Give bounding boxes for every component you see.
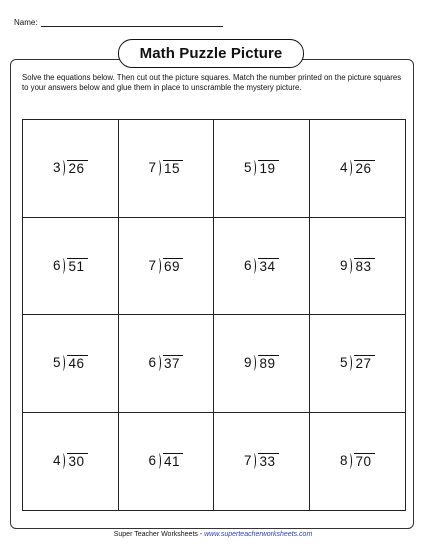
problem-cell [214,218,310,316]
division-problem [148,453,183,469]
divisor: 5 [52,355,61,371]
division-problem [340,258,375,274]
division-problem [53,160,88,176]
problem-cell [23,315,119,413]
footer [0,531,426,538]
problem-cell [214,315,310,413]
division-problem [244,453,279,469]
problem-cell [310,413,406,511]
footer-website-link[interactable]: www.superteacherworksheets.com [204,531,313,538]
division-problem [148,258,183,274]
divisor: 8 [339,453,348,469]
division-bracket [348,355,352,371]
division-bracket [252,160,256,176]
division-bracket [252,453,256,469]
division-bracket [61,160,65,176]
problem-cell [214,120,310,218]
division-bracket [61,258,65,274]
division-bracket [157,258,161,274]
dividend: 19 [258,160,278,176]
division-problem [53,355,88,371]
problem-cell [119,218,215,316]
problem-cell [119,413,215,511]
division-problem [340,160,375,176]
division-bracket [252,258,256,274]
dividend: 26 [354,160,374,176]
divisor: 4 [339,160,348,176]
division-problem [340,453,375,469]
name-field [14,18,223,27]
division-problem [148,160,183,176]
footer-brand: Super Teacher Worksheets - [113,531,205,538]
division-bracket [252,355,256,371]
divisor: 6 [243,257,252,273]
dividend: 33 [258,453,278,469]
problem-cell [119,120,215,218]
dividend: 70 [354,453,374,469]
division-bracket [61,355,65,371]
divisor: 9 [243,355,252,371]
dividend: 51 [67,258,87,274]
divisor: 4 [52,453,61,469]
problem-cell [214,413,310,511]
division-bracket [157,355,161,371]
dividend: 37 [163,355,183,371]
instructions-text: Solve the equations below. Then cut out the picture squares. Match the number printed on the picture squares to your answers below and glue them in place to unscramble the mystery picture. [22,73,402,93]
dividend: 83 [354,258,374,274]
divisor: 5 [339,355,348,371]
division-problem [244,258,279,274]
divisor: 6 [52,257,61,273]
dividend: 26 [67,160,87,176]
divisor: 9 [339,257,348,273]
division-problem [244,160,279,176]
division-bracket [348,258,352,274]
dividend: 46 [67,355,87,371]
dividend: 41 [163,453,183,469]
problem-cell [119,315,215,413]
division-problem [340,355,375,371]
problem-cell [23,413,119,511]
division-bracket [348,160,352,176]
name-label: Name: [14,18,38,27]
divisor: 6 [148,355,156,371]
division-problem [53,258,88,274]
dividend: 89 [258,355,278,371]
problem-grid [22,119,406,511]
division-bracket [157,453,161,469]
problem-cell [310,120,406,218]
dividend: 34 [258,258,278,274]
divisor: 7 [148,257,156,273]
problem-cell [23,120,119,218]
divisor: 5 [243,160,252,176]
dividend: 15 [163,160,183,176]
divisor: 7 [148,160,156,176]
division-problem [148,355,183,371]
division-bracket [157,160,161,176]
problem-cell [310,218,406,316]
dividend: 27 [354,355,374,371]
division-bracket [348,453,352,469]
dividend: 69 [163,258,183,274]
division-problem [244,355,279,371]
problem-cell [23,218,119,316]
divisor: 6 [148,453,156,469]
division-bracket [61,453,65,469]
problem-cell [310,315,406,413]
name-line[interactable] [41,18,223,27]
divisor: 7 [243,453,252,469]
divisor: 3 [52,160,61,176]
dividend: 30 [67,453,87,469]
worksheet-title: Math Puzzle Picture [118,39,304,68]
division-problem [53,453,88,469]
